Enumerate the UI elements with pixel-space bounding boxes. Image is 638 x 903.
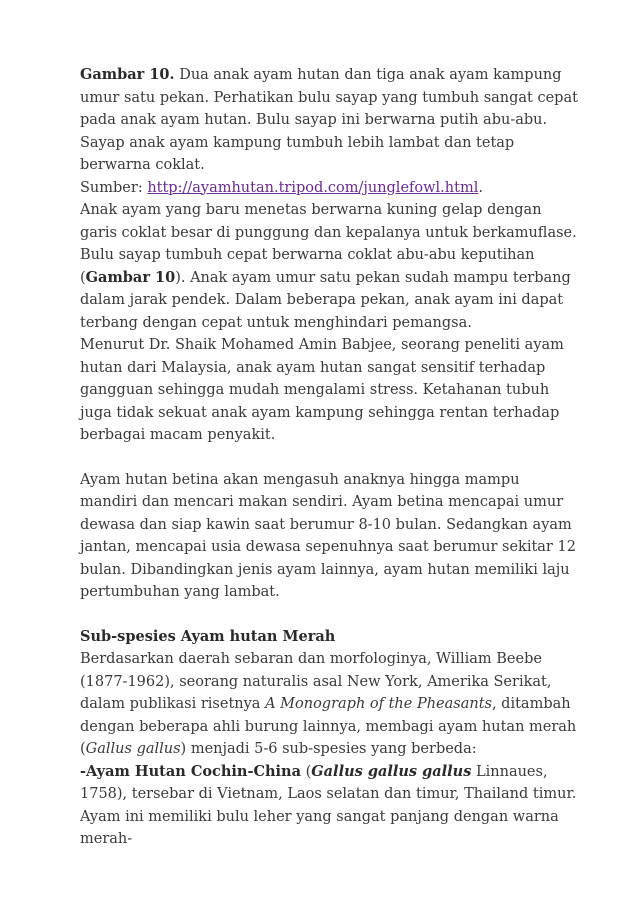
paragraph-spacer <box>80 447 580 469</box>
paragraph-text: , ditambah dengan beberapa ahli burung lainnya, membagi ayam hutan merah ( <box>80 696 577 757</box>
paragraph-subspecies-1 <box>80 761 580 851</box>
paragraph-text: Linnaues, 1758), tersebar di Vietnam, Laos selatan dan timur, Thailand timur. Ayam ini memiliki bulu leher yang sangat panjang dengan warna merah- <box>80 763 577 847</box>
paragraph-growth: Ayam hutan betina akan mengasuh anaknya hingga mampu mandiri dan mencari makan sendiri. Ayam betina mencapai umur dewasa dan siap kawin saat berumur 8-10 bulan. Sedangkan ayam jantan, mencapai usia dewasa sepenuhnya saat berumur sekitar 12 bulan. Dibandingkan jenis ayam lainnya, ayam hutan memiliki laju pertumbuhan yang lambat. <box>80 471 576 600</box>
document-page <box>80 64 580 851</box>
paragraph-researcher-quote: Menurut Dr. Shaik Mohamed Amin Babjee, seorang peneliti ayam hutan dari Malaysia, anak ayam hutan sangat sensitif terhadap gangguan sehingga mudah mengalami stress. Ketahanan tubuh juga tidak sekuat anak ayam kampung sehingga rentan terhadap berbagai macam penyakit. <box>80 337 564 443</box>
species-name: Gallus gallus <box>85 741 181 757</box>
figure-caption <box>80 64 580 177</box>
source-prefix: Sumber: <box>80 179 148 196</box>
paragraph-text: ) menjadi 5-6 sub-spesies yang berbeda: <box>180 741 477 757</box>
subspecies-name: -Ayam Hutan Cochin-China <box>80 762 301 780</box>
book-title: A Monograph of the Pheasants <box>265 696 492 712</box>
source-line <box>80 177 580 200</box>
paragraph-spacer <box>80 604 580 626</box>
figure-label: Gambar 10. <box>80 66 175 83</box>
section-heading-text: Sub-spesies Ayam hutan Merah <box>80 627 336 645</box>
paragraph-chick-description <box>80 199 580 334</box>
paragraph-text: ( <box>301 763 312 780</box>
paragraph-text: Berdasarkan daerah sebaran dan morfologinya, William Beebe (1877-1962), seorang naturalis asal New York, Amerika Serikat, dalam publikasi risetnya <box>80 651 552 712</box>
figure-reference: Gambar 10 <box>85 268 176 286</box>
subspecies-scientific-name: Gallus gallus gallus <box>311 762 472 780</box>
paragraph-text: ). Anak ayam umur satu pekan sudah mampu terbang dalam jarak pendek. Dalam beberapa pekan, anak ayam ini dapat terbang dengan cepat untuk menghindari pemangsa. <box>80 269 571 331</box>
source-suffix: . <box>478 179 483 196</box>
caption-text: Dua anak ayam hutan dan tiga anak ayam kampung umur satu pekan. Perhatikan bulu sayap yang tumbuh sangat cepat pada anak ayam hutan. Bulu sayap ini berwarna putih abu-abu. Sayap anak ayam kampung tumbuh lebih lambat dan tetap berwarna coklat. <box>80 67 578 173</box>
section-heading <box>80 626 580 649</box>
paragraph-text: Anak ayam yang baru menetas berwarna kuning gelap dengan garis coklat besar di punggung dan kepalanya untuk berkamuflase. Bulu sayap tumbuh cepat berwarna coklat abu-abu keputihan ( <box>80 202 577 286</box>
paragraph-subspecies-intro <box>80 648 580 761</box>
source-link[interactable]: http://ayamhutan.tripod.com/junglefowl.html <box>147 179 479 196</box>
